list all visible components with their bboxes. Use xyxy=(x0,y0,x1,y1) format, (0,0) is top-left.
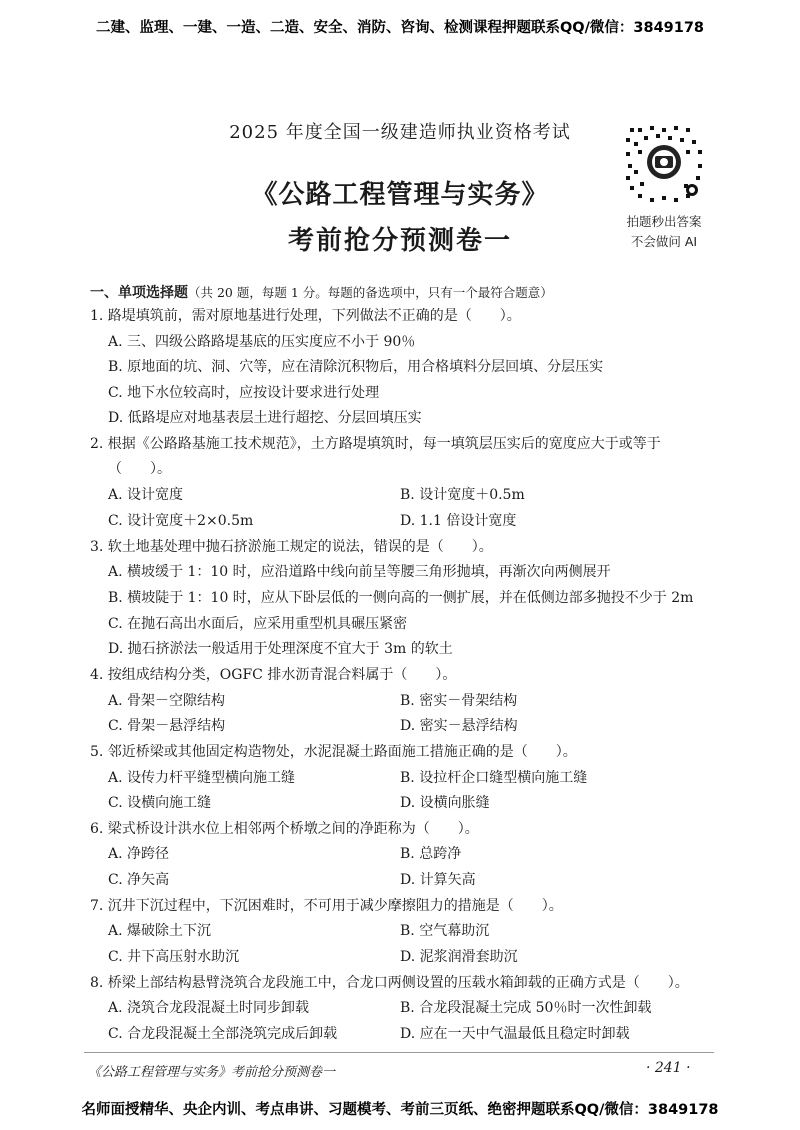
option: D. 泥浆润滑套助沉 xyxy=(400,949,518,965)
page-number: · 241 · xyxy=(646,1060,691,1076)
question-stem: 5. 邻近桥梁或其他固定构造物处，水泥混凝土路面施工措施正确的是（ ）。 xyxy=(90,744,577,760)
question-stem: 6. 梁式桥设计洪水位上相邻两个桥墩之间的净距称为（ ）。 xyxy=(90,821,479,837)
option: B. 设计宽度＋0.5m xyxy=(400,487,525,503)
qr-caption-line-1: 拍题秒出答案 xyxy=(626,214,702,229)
option: B. 总跨净 xyxy=(400,846,462,862)
option: B. 合龙段混凝土完成 50％时一次性卸载 xyxy=(400,1000,652,1016)
option: B. 密实－骨架结构 xyxy=(400,693,518,709)
option: A. 设传力杆平缝型横向施工缝 xyxy=(108,770,296,786)
option: D. 应在一天中气温最低且稳定时卸载 xyxy=(400,1026,630,1042)
book-title: 《公路工程管理与实务》 xyxy=(251,180,549,210)
option: A. 浇筑合龙段混凝土时同步卸载 xyxy=(108,1000,310,1016)
question-stem: 2. 根据《公路路基施工技术规范》，土方路堤填筑时，每一填筑层压实后的宽度应大于或等于 xyxy=(90,436,661,452)
option: B. 原地面的坑、洞、穴等，应在清除沉积物后，用合格填料分层回填、分层压实 xyxy=(108,359,604,375)
question-stem: 3. 软土地基处理中抛石挤淤施工规定的说法，错误的是（ ）。 xyxy=(90,539,493,555)
option: C. 井下高压射水助沉 xyxy=(108,949,240,965)
exam-name: 2025 年度全国一级建造师执业资格考试 xyxy=(229,122,571,143)
option: C. 设计宽度＋2×0.5m xyxy=(108,513,254,529)
option: C. 合龙段混凝土全部浇筑完成后卸载 xyxy=(108,1026,338,1042)
option: C. 在抛石高出水面后，应采用重型机具碾压紧密 xyxy=(108,616,408,632)
option: D. 抛石挤淤法一般适用于处理深度不宜大于 3m 的软土 xyxy=(108,641,453,657)
option: A. 骨架－空隙结构 xyxy=(108,693,226,709)
option: A. 设计宽度 xyxy=(108,487,184,503)
top-promo-banner: 二建、监理、一建、一造、二造、安全、消防、咨询、检测课程押题联系QQ/微信：3849178 xyxy=(95,20,705,36)
footer-title: 《公路工程管理与实务》考前抢分预测卷一 xyxy=(88,1065,336,1080)
option: C. 设横向施工缝 xyxy=(108,795,212,811)
option: A. 横坡缓于 1：10 时，应沿道路中线向前呈等腰三角形抛填，再渐次向两侧展开 xyxy=(108,564,611,580)
option: D. 密实－悬浮结构 xyxy=(400,718,518,734)
section-title: 一、单项选择题 xyxy=(90,285,188,301)
qr-caption-line-2: 不会做问 AI xyxy=(630,234,698,249)
option: A. 净跨径 xyxy=(108,846,170,862)
option: C. 净矢高 xyxy=(108,872,170,888)
question-stem: 4. 按组成结构分类，OGFC 排水沥青混合料属于（ ）。 xyxy=(90,667,457,683)
option: D. 计算矢高 xyxy=(400,872,476,888)
bottom-promo-banner: 名师面授精华、央企内训、考点串讲、习题模考、考前三页纸、绝密押题联系QQ/微信：3849178 xyxy=(81,1102,719,1118)
option: B. 空气幕助沉 xyxy=(400,923,490,939)
option: C. 地下水位较高时，应按设计要求进行处理 xyxy=(108,385,380,401)
footer-divider xyxy=(84,1052,714,1053)
option: A. 三、四级公路路堤基底的压实度应不小于 90％ xyxy=(108,334,416,350)
option: B. 设拉杆企口缝型横向施工缝 xyxy=(400,770,588,786)
question-stem-continued: （ ）。 xyxy=(108,461,171,477)
option: D. 1.1 倍设计宽度 xyxy=(400,513,517,529)
option: C. 骨架－悬浮结构 xyxy=(108,718,226,734)
option: D. 设横向胀缝 xyxy=(400,795,490,811)
question-stem: 1. 路堤填筑前，需对原地基进行处理，下列做法不正确的是（ ）。 xyxy=(90,308,521,324)
question-stem: 7. 沉井下沉过程中，下沉困难时，不可用于减少摩擦阻力的措施是（ ）。 xyxy=(90,898,563,914)
question-stem: 8. 桥梁上部结构悬臂浇筑合龙段施工中，合龙口两侧设置的压载水箱卸载的正确方式是（ ）。 xyxy=(90,975,689,991)
option: D. 低路堤应对地基表层土进行超挖、分层回填压实 xyxy=(108,410,422,426)
option: B. 横坡陡于 1：10 时，应从下卧层低的一侧向高的一侧扩展，并在低侧边部多抛投不少于 2m xyxy=(108,590,694,606)
section-note: （共 20 题，每题 1 分。每题的备选项中，只有一个最符合题意） xyxy=(188,285,553,300)
book-subtitle: 考前抢分预测卷一 xyxy=(287,226,512,256)
option: A. 爆破除土下沉 xyxy=(108,923,212,939)
section-header xyxy=(90,282,730,302)
